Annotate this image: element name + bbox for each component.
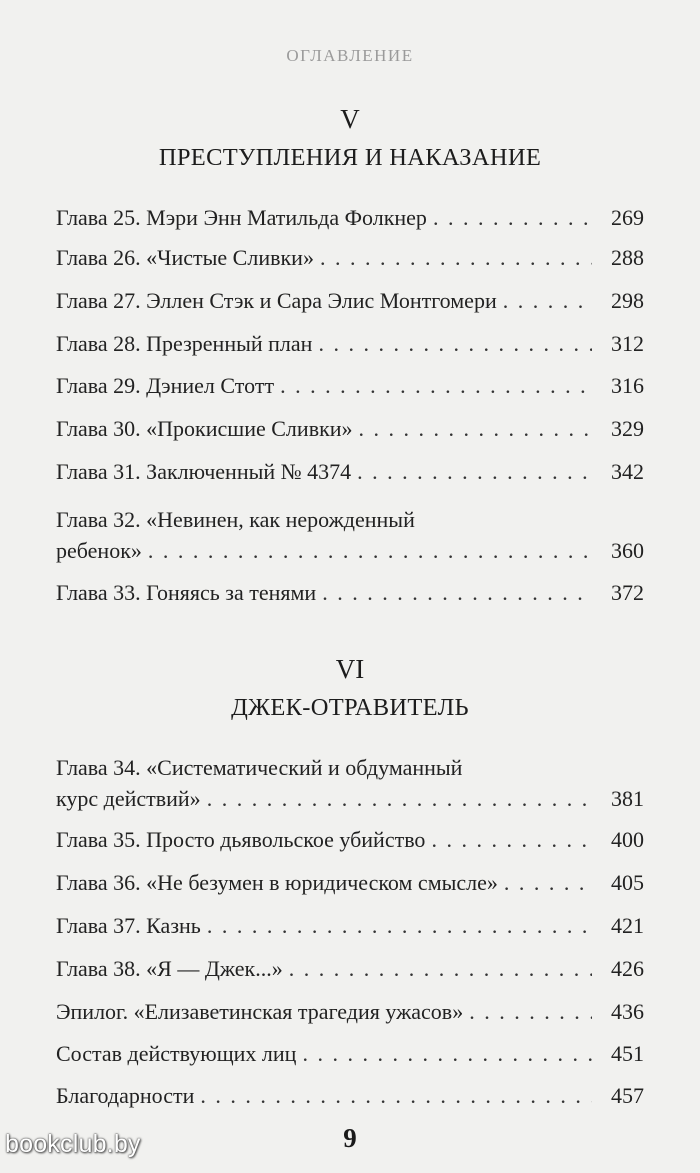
toc-entry[interactable] [56, 996, 644, 1027]
entry-page: 381 [611, 786, 644, 811]
entry-title: Глава 37. Казнь [56, 913, 201, 938]
dot-leader [431, 824, 592, 855]
entry-title: курс действий» [56, 786, 201, 811]
entry-title: Глава 35. Просто дьявольское убийство [56, 827, 426, 852]
dot-leader [359, 413, 592, 444]
entry-title: Эпилог. «Елизаветинская трагедия ужасов» [56, 999, 464, 1024]
toc-entry[interactable] [56, 910, 644, 941]
toc-entry[interactable] [56, 242, 644, 273]
entry-title: Глава 33. Гоняясь за тенями [56, 580, 317, 605]
entry-title: Глава 36. «Не безумен в юридическом смысле» [56, 870, 498, 895]
part-title: ПРЕСТУПЛЕНИЯ И НАКАЗАНИЕ [158, 144, 542, 171]
toc-entry[interactable] [56, 285, 644, 316]
entry-title: Благодарности [56, 1083, 195, 1108]
dot-leader [200, 1080, 592, 1111]
toc-entry[interactable] [56, 1080, 644, 1111]
entry-title: ребенок» [56, 538, 142, 563]
dot-leader [289, 953, 592, 984]
entry-page: 436 [611, 999, 644, 1024]
dot-leader [148, 535, 592, 566]
toc-entry[interactable] [56, 953, 644, 984]
entry-title: Глава 26. «Чистые Сливки» [56, 245, 314, 270]
dot-leader [357, 456, 592, 487]
entry-page: 426 [611, 956, 644, 981]
entry-title-line1: Глава 32. «Невинен, как нерожденный [56, 507, 415, 532]
entry-page: 288 [611, 245, 644, 270]
part-number: VI [335, 654, 365, 684]
entry-title-line1: Глава 34. «Систематический и обдуманный [56, 755, 463, 780]
toc-entry[interactable] [56, 504, 644, 566]
entry-title: Глава 30. «Прокисшие Сливки» [56, 416, 353, 441]
dot-leader [469, 996, 592, 1027]
entry-page: 342 [611, 459, 644, 484]
toc-entry[interactable] [56, 413, 644, 444]
dot-leader [280, 370, 592, 401]
entry-page: 372 [611, 580, 644, 605]
entry-title: Глава 31. Заключенный № 4374 [56, 459, 352, 484]
entry-page: 329 [611, 416, 644, 441]
entry-title: Глава 29. Дэниел Стотт [56, 373, 275, 398]
part-number: V [340, 104, 360, 134]
entry-page: 457 [611, 1083, 644, 1108]
dot-leader [320, 242, 592, 273]
dot-leader [318, 328, 592, 359]
entry-page: 360 [611, 538, 644, 563]
toc-entry[interactable] [56, 824, 644, 855]
running-head: ОГЛАВЛЕНИЕ [286, 46, 414, 65]
dot-leader [207, 910, 592, 941]
dot-leader [433, 202, 592, 233]
toc-entry[interactable] [56, 328, 644, 359]
dot-leader [302, 1038, 592, 1069]
entry-title: Состав действующих лиц [56, 1041, 297, 1066]
entry-page: 405 [611, 870, 644, 895]
toc-entry[interactable] [56, 577, 644, 608]
toc-entry[interactable] [56, 370, 644, 401]
dot-leader [322, 577, 592, 608]
entry-page: 451 [611, 1041, 644, 1066]
watermark-logo: bookclub.by [5, 1130, 141, 1158]
page-number: 9 [343, 1123, 357, 1153]
entry-title: Глава 38. «Я — Джек...» [56, 956, 283, 981]
toc-entry[interactable] [56, 867, 644, 898]
toc-entry[interactable] [56, 1038, 644, 1069]
entry-page: 316 [611, 373, 644, 398]
toc-entry[interactable] [56, 202, 644, 233]
entry-page: 400 [611, 827, 644, 852]
dot-leader [503, 285, 592, 316]
entry-title: Глава 28. Презренный план [56, 331, 313, 356]
dot-leader [504, 867, 592, 898]
entry-page: 312 [611, 331, 644, 356]
part-title: ДЖЕК-ОТРАВИТЕЛЬ [231, 694, 469, 721]
entry-title: Глава 27. Эллен Стэк и Сара Элис Монтгомери [56, 288, 497, 313]
entry-page: 421 [611, 913, 644, 938]
entry-page: 269 [611, 205, 644, 230]
dot-leader [207, 783, 592, 814]
toc-entry[interactable] [56, 456, 644, 487]
toc-entry[interactable] [56, 752, 644, 814]
entry-page: 298 [611, 288, 644, 313]
entry-title: Глава 25. Мэри Энн Матильда Фолкнер [56, 205, 427, 230]
